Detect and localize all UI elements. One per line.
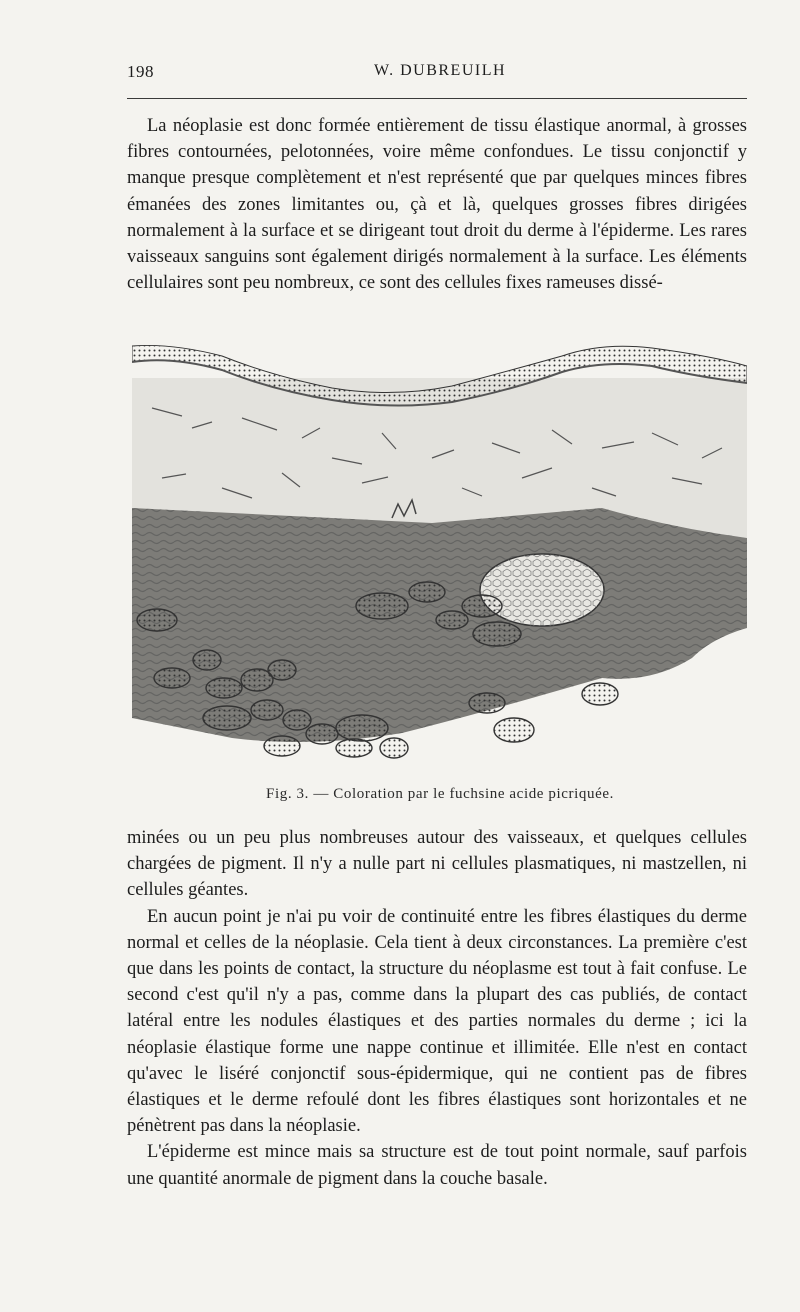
figure-caption: Fig. 3. — Coloration par le fuchsine acide picriquée.	[266, 786, 614, 802]
page-number: 198	[127, 62, 154, 81]
paragraph: En aucun point je n'ai pu voir de continuité entre les fibres élastiques du derme normal et celles de la néoplasie. Cela tient à deux circonstances. La première c'est que dans les points de contact, la structure du néoplasme est tout à fait confuse. Le second c'est qu'il n'y a pas, comme dans la plupart des cas publiés, de contact latéral entre les nodules élastiques et des parties normales du derme ; ici la néoplasie élastique forme une nappe continue et illimitée. Elle n'est en contact qu'avec le liséré conjonctif sous-épidermique, qui ne contient pas de fibres élastiques et le derme refoulé dont les fibres élastiques sont horizontales et ne pénètrent pas dans la néoplasie.	[127, 906, 747, 1137]
histology-figure	[132, 338, 747, 770]
body-text-bottom	[127, 825, 747, 1192]
histology-illustration	[132, 338, 747, 770]
body-text-top	[127, 113, 747, 296]
paragraph: minées ou un peu plus nombreuses autour des vaisseaux, et quelques cellules chargées de pigment. Il n'y a nulle part ni cellules plasmatiques, ni mastzellen, ni cellules géantes.	[127, 828, 747, 901]
running-head: W. DUBREUILH	[373, 62, 507, 79]
paragraph: La néoplasie est donc formée entièrement de tissu élastique anormal, à grosses fibres contournées, pelotonnées, voire même confondues. Le tissu conjonctif y manque presque complètement et n'est représenté que par quelques minces fibres émanées des zones limitantes ou, çà et là, quelques grosses fibres dirigées normalement à la surface et se dirigeant tout droit du derme à l'épiderme. Les rares vaisseaux sanguins sont également dirigés normalement à la surface. Les éléments cellulaires sont peu nombreux, ce sont des cellules fixes rameuses dissé-	[127, 116, 747, 294]
header-rule	[127, 98, 747, 99]
paragraph: L'épiderme est mince mais sa structure est de tout point normale, sauf parfois une quantité anormale de pigment dans la couche basale.	[127, 1142, 747, 1189]
